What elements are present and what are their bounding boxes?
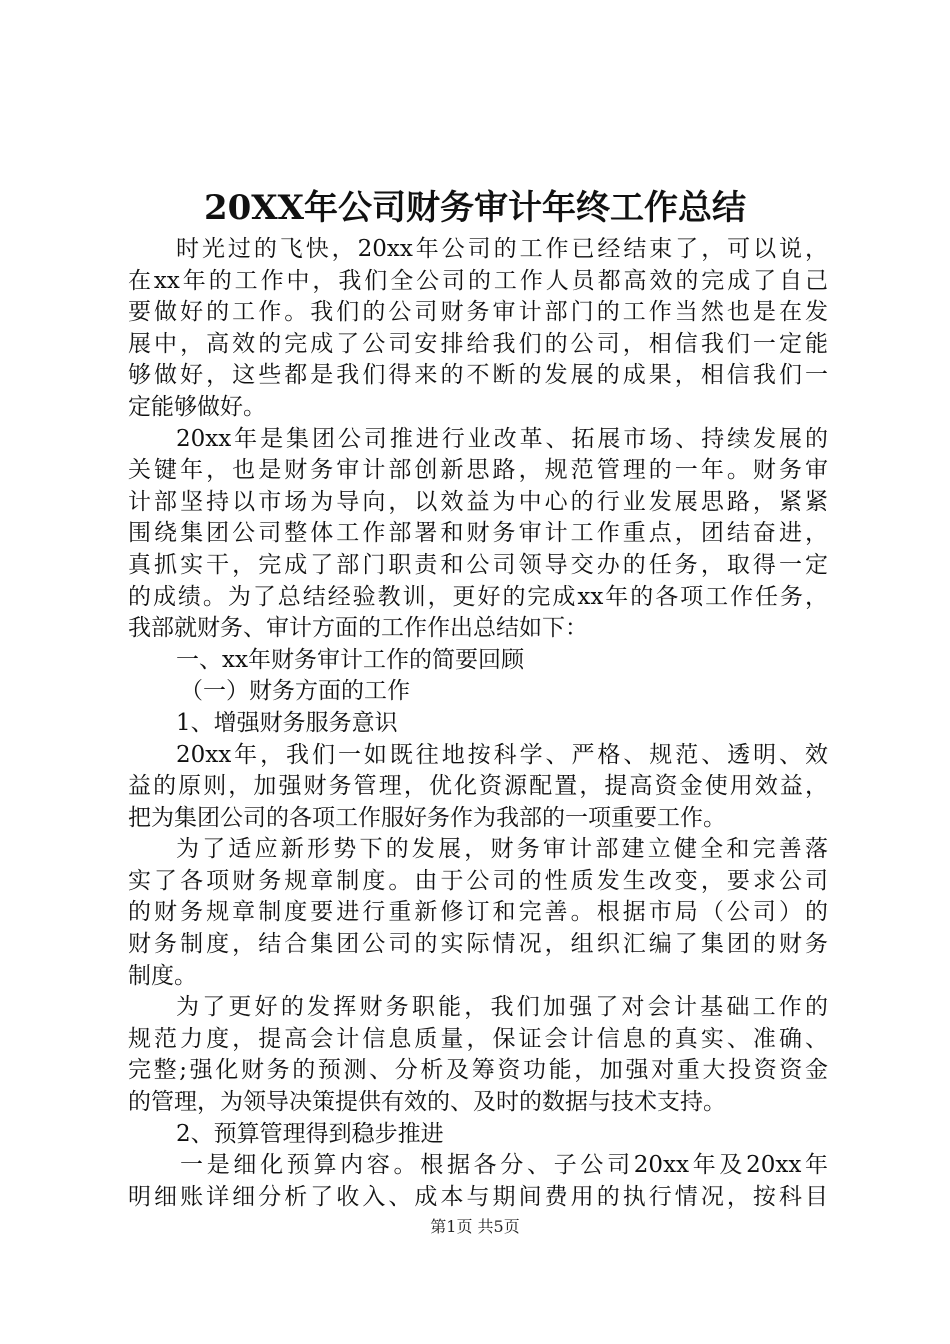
text-line: 完整;强化财务的预测、分析及筹资功能，加强对重大投资资金 [128, 1057, 828, 1084]
text-line: 时光过的飞快，20xx年公司的工作已经结束了，可以说， [176, 236, 828, 262]
text-line: 在xx年的工作中，我们全公司的工作人员都高效的完成了自己 [128, 267, 828, 294]
text-line: 够做好，这些都是我们得来的不断的发展的成果，相信我们一 [128, 362, 828, 389]
text-line: 的管理，为领导决策提供有效的、及时的数据与技术支持。 [128, 1089, 726, 1116]
text-line: 关键年，也是财务审计部创新思路，规范管理的一年。财务审 [128, 457, 828, 484]
document-title: 20XX年公司财务审计年终工作总结 [203, 188, 747, 228]
text-line: 规范力度，提高会计信息质量，保证会计信息的真实、准确、 [128, 1025, 828, 1052]
text-line: 展中，高效的完成了公司安排给我们的公司，相信我们一定能 [128, 330, 828, 357]
text-line: 20xx年，我们一如既往地按科学、严格、规范、透明、效 [176, 741, 828, 768]
section-heading: 1、增强财务服务意识 [176, 709, 398, 736]
text-line: 20xx年是集团公司推进行业改革、拓展市场、持续发展的 [176, 425, 828, 452]
text-line: 要做好的工作。我们的公司财务审计部门的工作当然也是在发 [128, 299, 828, 326]
text-line: 把为集团公司的各项工作服好务作为我部的一项重要工作。 [128, 804, 726, 831]
text-line: 我部就财务、审计方面的工作作出总结如下： [128, 615, 588, 642]
document-body [128, 234, 828, 1213]
text-line: 真抓实干，完成了部门职责和公司领导交办的任务，取得一定 [128, 551, 828, 578]
text-line: 计部坚持以市场为导向，以效益为中心的行业发展思路，紧紧 [128, 488, 828, 515]
text-line: 的财务规章制度要进行重新修订和完善。根据市局（公司）的 [128, 899, 828, 926]
section-heading: 一、xx年财务审计工作的简要回顾 [176, 646, 524, 673]
text-line: 制度。 [128, 962, 197, 989]
section-heading: 2、预算管理得到稳步推进 [176, 1120, 444, 1147]
page-footer: 第1页 共5页 [430, 1217, 520, 1236]
text-line: 定能够做好。 [128, 393, 266, 420]
text-line: 财务制度，结合集团公司的实际情况，组织汇编了集团的财务 [128, 931, 828, 958]
section-heading: （一）财务方面的工作 [180, 678, 410, 705]
text-line: 明细账详细分析了收入、成本与期间费用的执行情况，按科目 [128, 1183, 828, 1210]
text-line: 益的原则，加强财务管理，优化资源配置，提高资金使用效益， [128, 773, 828, 800]
text-line: 围绕集团公司整体工作部署和财务审计工作重点，团结奋进， [128, 520, 828, 547]
text-line: 为了适应新形势下的发展，财务审计部建立健全和完善落 [176, 836, 828, 863]
text-line: 为了更好的发挥财务职能，我们加强了对会计基础工作的 [176, 994, 828, 1021]
text-line: 一是细化预算内容。根据各分、子公司20xx年及20xx年 [180, 1152, 828, 1179]
text-line: 实了各项财务规章制度。由于公司的性质发生改变，要求公司 [128, 867, 828, 894]
text-line: 的成绩。为了总结经验教训，更好的完成xx年的各项工作任务， [128, 583, 828, 610]
